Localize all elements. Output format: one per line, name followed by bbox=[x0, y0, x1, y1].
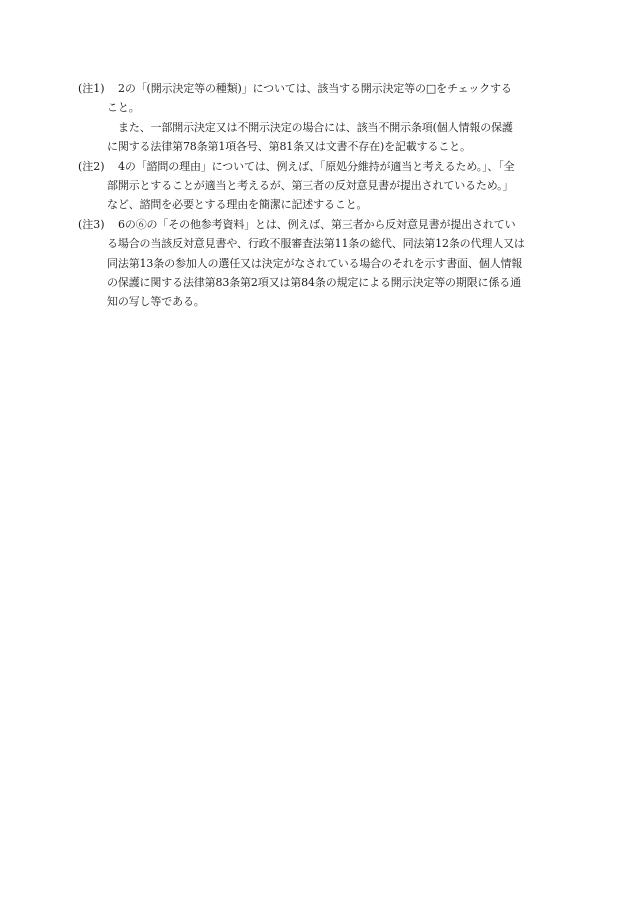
note-text-line: 同法第13条の参加人の選任又は決定がなされている場合のそれを示す書面、個人情報 bbox=[107, 256, 523, 270]
note-label: (注2) bbox=[78, 159, 105, 173]
note-1 bbox=[78, 79, 558, 157]
note-text-line: 4の「諮問の理由」については、例えば、「原処分維持が適当と考えるため。」、「全 bbox=[118, 159, 515, 173]
note-text-line: 知の写し等である。 bbox=[107, 295, 205, 309]
note-text-line: 2の「(開示決定等の種類)」については、該当する開示決定等の□をチェックする bbox=[118, 82, 512, 95]
note-text-line: また、一部開示決定又は不開示決定の場合には、該当不開示条項(個人情報の保護 bbox=[118, 120, 513, 134]
note-text-line: に関する法律第78条第1項各号、第81条又は文書不存在)を記載すること。 bbox=[107, 140, 471, 154]
note-text-line: る場合の当該反対意見書や、行政不服審査法第11条の総代、同法第12条の代理人又は bbox=[107, 237, 525, 251]
note-label: (注1) bbox=[78, 82, 105, 95]
note-label: (注3) bbox=[78, 217, 105, 231]
note-text-line: 6の⑥の「その他参考資料」とは、例えば、第三者から反対意見書が提出されてい bbox=[118, 217, 516, 231]
note-3 bbox=[78, 215, 558, 312]
note-2 bbox=[78, 157, 558, 215]
note-text-line: の保護に関する法律第83条第2項又は第84条の規定による開示決定等の期限に係る通 bbox=[107, 276, 521, 290]
notes-section bbox=[78, 79, 558, 312]
note-text-line: 部開示とすることが適当と考えるが、第三者の反対意見書が提出されているため。」 bbox=[107, 179, 514, 193]
note-text-line: こと。 bbox=[107, 101, 140, 115]
note-text-line: など、諮問を必要とする理由を簡潔に記述すること。 bbox=[107, 198, 368, 212]
